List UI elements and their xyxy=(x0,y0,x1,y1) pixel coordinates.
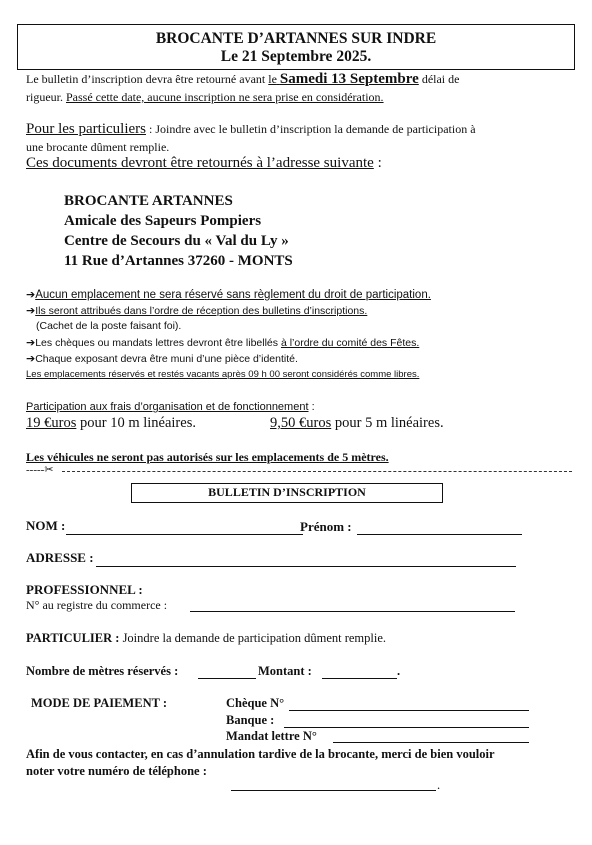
rule-5: Les emplacements réservés et restés vacants après 09 h 00 seront considérés comme libres. xyxy=(26,369,420,380)
cheque-field[interactable] xyxy=(289,710,529,711)
arrow-icon: ➔ xyxy=(26,336,36,349)
rule-2-text: Ils seront attribués dans l’ordre de réception des bulletins d’inscriptions. xyxy=(35,305,368,317)
adresse-field[interactable] xyxy=(96,566,516,567)
page-title: BROCANTE D’ARTANNES SUR INDRE xyxy=(155,30,437,47)
return-notice-colon: : xyxy=(377,155,382,171)
nom-field[interactable] xyxy=(66,534,303,535)
nom-label: NOM : xyxy=(26,518,66,533)
event-date: Le 21 Septembre 2025. xyxy=(220,48,372,65)
address-line4: 11 Rue d’Artannes 37260 - MONTS xyxy=(64,253,293,269)
intro-text-end: délai de xyxy=(421,72,460,86)
fees-colon: : xyxy=(311,401,315,413)
particulier-line xyxy=(26,631,386,646)
fee-2 xyxy=(270,415,444,432)
arrow-icon: ➔ xyxy=(26,352,36,365)
cut-line xyxy=(62,471,572,472)
rule-4 xyxy=(26,352,298,365)
particuliers-label: Pour les particuliers xyxy=(26,121,146,137)
particulier-text: Joindre la demande de participation dûment remplie. xyxy=(122,631,387,645)
arrow-icon: ➔ xyxy=(26,304,36,317)
intro-line1 xyxy=(26,71,459,88)
phone-field[interactable] xyxy=(231,790,436,791)
fees-label xyxy=(26,401,315,413)
montant-field[interactable] xyxy=(322,678,397,679)
particulier-label: PARTICULIER : xyxy=(26,631,120,645)
scissors-icon: ✂ xyxy=(44,463,54,476)
paiement-label: MODE DE PAIEMENT : xyxy=(31,696,167,710)
banque-field[interactable] xyxy=(284,727,529,728)
contact-line1: Afin de vous contacter, en cas d’annulation tardive de la brocante, merci de bien vouloir xyxy=(26,747,495,761)
mandat-label: Mandat lettre N° xyxy=(226,729,317,743)
deadline xyxy=(268,72,419,86)
metres-label: Nombre de mètres réservés : xyxy=(26,664,179,678)
vehicles-notice: Les véhicules ne seront pas autorisés sur les emplacements de 5 mètres. xyxy=(26,450,389,464)
fee-2-desc: pour 5 m linéaires. xyxy=(334,415,444,431)
fee-2-price: 9,50 €uros xyxy=(270,415,332,431)
prenom-label: Prénom : xyxy=(300,519,352,534)
rule-1-text: Aucun emplacement ne sera réservé sans règlement du droit de participation. xyxy=(35,289,431,301)
fees-label-text: Participation aux frais d’organisation et de fonctionnement xyxy=(26,401,309,413)
professionnel-label: PROFESSIONNEL : xyxy=(26,582,143,597)
address-line2: Amicale des Sapeurs Pompiers xyxy=(64,213,262,229)
deadline-prefix: le xyxy=(268,72,277,86)
intro-line2 xyxy=(26,90,384,105)
phone-end: . xyxy=(437,778,441,792)
cut-dashes: ----- xyxy=(26,464,45,476)
banque-label: Banque : xyxy=(226,713,275,727)
cut-line-start xyxy=(26,463,54,476)
fee-1-price: 19 €uros xyxy=(26,415,77,431)
registre-field[interactable] xyxy=(190,611,515,612)
intro-warning: Passé cette date, aucune inscription ne sera prise en considération. xyxy=(66,90,384,104)
rule-3-text: Les chèques ou mandats lettres devront être libellés xyxy=(35,337,279,349)
deadline-date: Samedi 13 Septembre xyxy=(279,71,419,87)
metres-field[interactable] xyxy=(198,678,256,679)
particuliers-line2: une brocante dûment remplie. xyxy=(26,140,170,154)
mandat-field[interactable] xyxy=(333,742,529,743)
rule-3 xyxy=(26,336,419,349)
address-line3: Centre de Secours du « Val du Ly » xyxy=(64,233,289,249)
rule-2b: (Cachet de la poste faisant foi). xyxy=(36,320,182,332)
fee-1 xyxy=(26,415,196,432)
form-title: BULLETIN D’INSCRIPTION xyxy=(208,485,366,499)
rule-2 xyxy=(26,304,367,317)
intro-text: Le bulletin d’inscription devra être retourné avant xyxy=(26,72,266,86)
cheque-label: Chèque N° xyxy=(226,696,285,710)
prenom-field[interactable] xyxy=(357,534,522,535)
arrow-icon: ➔ xyxy=(26,288,36,301)
montant-label: Montant : xyxy=(258,664,312,678)
intro-rigueur: rigueur. xyxy=(26,90,63,104)
rule-4-text: Chaque exposant devra être muni d’une pièce d’identité. xyxy=(35,353,298,365)
montant-end: . xyxy=(397,664,401,678)
contact-line2: noter votre numéro de téléphone : xyxy=(26,764,207,778)
return-notice-text: Ces documents devront être retournés à l’adresse suivante xyxy=(26,155,374,171)
adresse-label: ADRESSE : xyxy=(26,550,94,565)
particuliers-text: : Joindre avec le bulletin d’inscription la demande de participation à xyxy=(148,122,476,136)
registre-label: N° au registre du commerce : xyxy=(26,598,168,612)
return-notice xyxy=(26,155,382,172)
rule-1 xyxy=(26,288,431,301)
particuliers-line1 xyxy=(26,121,476,138)
rule-3-payee: à l’ordre du comité des Fêtes. xyxy=(280,337,420,349)
address-line1: BROCANTE ARTANNES xyxy=(64,193,233,209)
fee-1-desc: pour 10 m linéaires. xyxy=(79,415,196,431)
